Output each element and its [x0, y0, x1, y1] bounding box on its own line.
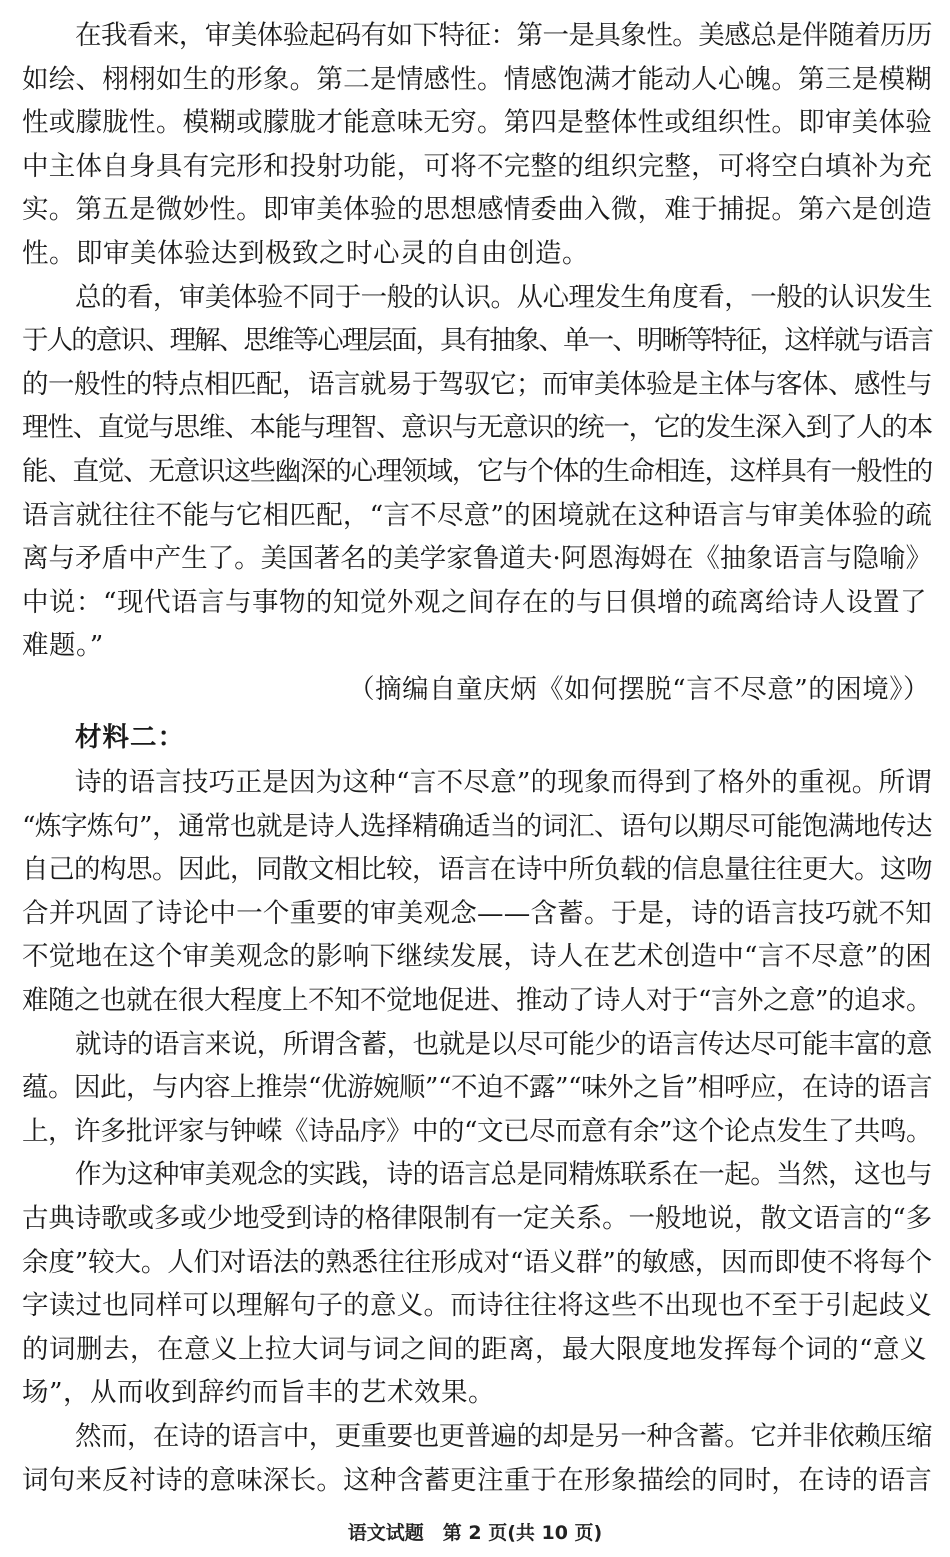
text-line: 然而，在诗的语言中，更重要也更普遍的却是另一种含蓄。它并非依赖压缩 [75, 1421, 932, 1452]
paragraph-aesthetic-vs-cognition [22, 276, 932, 668]
text-line: 上，许多批评家与钟嵘《诗品序》中的“文已尽而意有余”这个论点发生了共鸣。 [22, 1115, 932, 1147]
paragraph-implicitness [22, 1023, 932, 1154]
paragraph-aesthetic-features [22, 14, 932, 276]
text-line: 合并巩固了诗论中一个重要的审美观念——含蓄。于是，诗的语言技巧就不知 [22, 897, 932, 929]
text-line: “炼字炼句”，通常也就是诗人选择精确适当的词汇、语句以期尽可能饱满地传达 [22, 810, 932, 842]
text-line: 如绘、栩栩如生的形象。第二是情感性。情感饱满才能动人心魄。第三是模糊 [22, 63, 932, 95]
text-line: 作为这种审美观念的实践，诗的语言总是同精炼联系在一起。当然，这也与 [75, 1159, 932, 1191]
text-line: 就诗的语言来说，所谓含蓄，也就是以尽可能少的语言传达尽可能丰富的意 [75, 1028, 932, 1060]
text-line: 在我看来，审美体验起码有如下特征：第一是具象性。美感总是伴随着历历 [75, 20, 932, 51]
text-line: 词句来反衬诗的意味深长。这种含蓄更注重于在形象描绘的同时，在诗的语言 [22, 1464, 932, 1496]
section-heading-material-2: 材料二： [75, 721, 185, 753]
paragraph-language-technique [22, 761, 932, 1023]
text-line: 场”，从而收到辞约而旨丰的艺术效果。 [22, 1377, 496, 1409]
text-line: 性或朦胧性。模糊或朦胧才能意味无穷。第四是整体性或组织性。即审美体验 [22, 107, 932, 139]
text-line: 古典诗歌或多或少地受到诗的格律限制有一定关系。一般地说，散文语言的“多 [22, 1203, 932, 1235]
text-line: 中主体自身具有完形和投射功能，可将不完整的组织完整，可将空白填补为充 [22, 150, 932, 182]
text-line: 中说：“现代语言与事物的知觉外观之间存在的与日俱增的疏离给诗人设置了 [22, 586, 928, 618]
text-line: 于人的意识、理解、思维等心理层面，具有抽象、单一、明晰等特征，这样就与语言 [22, 325, 932, 357]
text-line: 语言就往往不能与它相匹配，“言不尽意”的困境就在这种语言与审美体验的疏 [22, 499, 932, 531]
text-line: 难题。” [22, 630, 104, 662]
text-line: 不觉地在这个审美观念的影响下继续发展，诗人在艺术创造中“言不尽意”的困 [22, 941, 932, 973]
text-line: 性。即审美体验达到极致之时心灵的自由创造。 [22, 237, 589, 269]
text-line: 的词删去，在意义上拉大词与词之间的距离，最大限度地发挥每个词的“意义 [22, 1333, 928, 1365]
page-footer: 语文试题 第 2 页(共 10 页) [347, 1522, 603, 1544]
text-line: 余度”较大。人们对语法的熟悉往往形成对“语义群”的敏感，因而即使不将每个 [22, 1246, 932, 1278]
text-line: 总的看，审美体验不同于一般的认识。从心理发生角度看，一般的认识发生 [75, 281, 932, 313]
text-line: 自己的构思。因此，同散文相比较，语言在诗中所负载的信息量往往更大。这吻 [22, 854, 932, 886]
text-line: 能、直觉、无意识这些幽深的心理领域，它与个体的生命相连，这样具有一般性的 [22, 455, 932, 487]
text-line: 离与矛盾中产生了。美国著名的美学家鲁道夫·阿恩海姆在《抽象语言与隐喻》 [22, 543, 932, 575]
text-line: 诗的语言技巧正是因为这种“言不尽意”的现象而得到了格外的重视。所谓 [75, 767, 932, 799]
paragraph-concision [22, 1153, 932, 1415]
text-line: 字读过也同样可以理解句子的意义。而诗往往将这些不出现也不至于引起歧义 [22, 1290, 932, 1322]
text-line: 蕴。因此，与内容上推崇“优游婉顺”“不迫不露”“味外之旨”相呼应，在诗的语言 [22, 1072, 932, 1104]
text-line: 实。第五是微妙性。即审美体验的思想感情委曲入微，难于捕捉。第六是创造 [22, 194, 932, 226]
source-citation: （摘编自童庆炳《如何摆脱“言不尽意”的困境》） [348, 673, 930, 705]
document-body [22, 14, 932, 1502]
text-line: 难随之也就在很大程度上不知不觉地促进、推动了诗人对于“言外之意”的追求。 [22, 985, 932, 1017]
paragraph-another-implicitness [22, 1415, 932, 1502]
text-line: 的一般性的特点相匹配，语言就易于驾驭它；而审美体验是主体与客体、感性与 [22, 368, 932, 400]
text-line: 理性、直觉与思维、本能与理智、意识与无意识的统一，它的发生深入到了人的本 [22, 412, 932, 444]
